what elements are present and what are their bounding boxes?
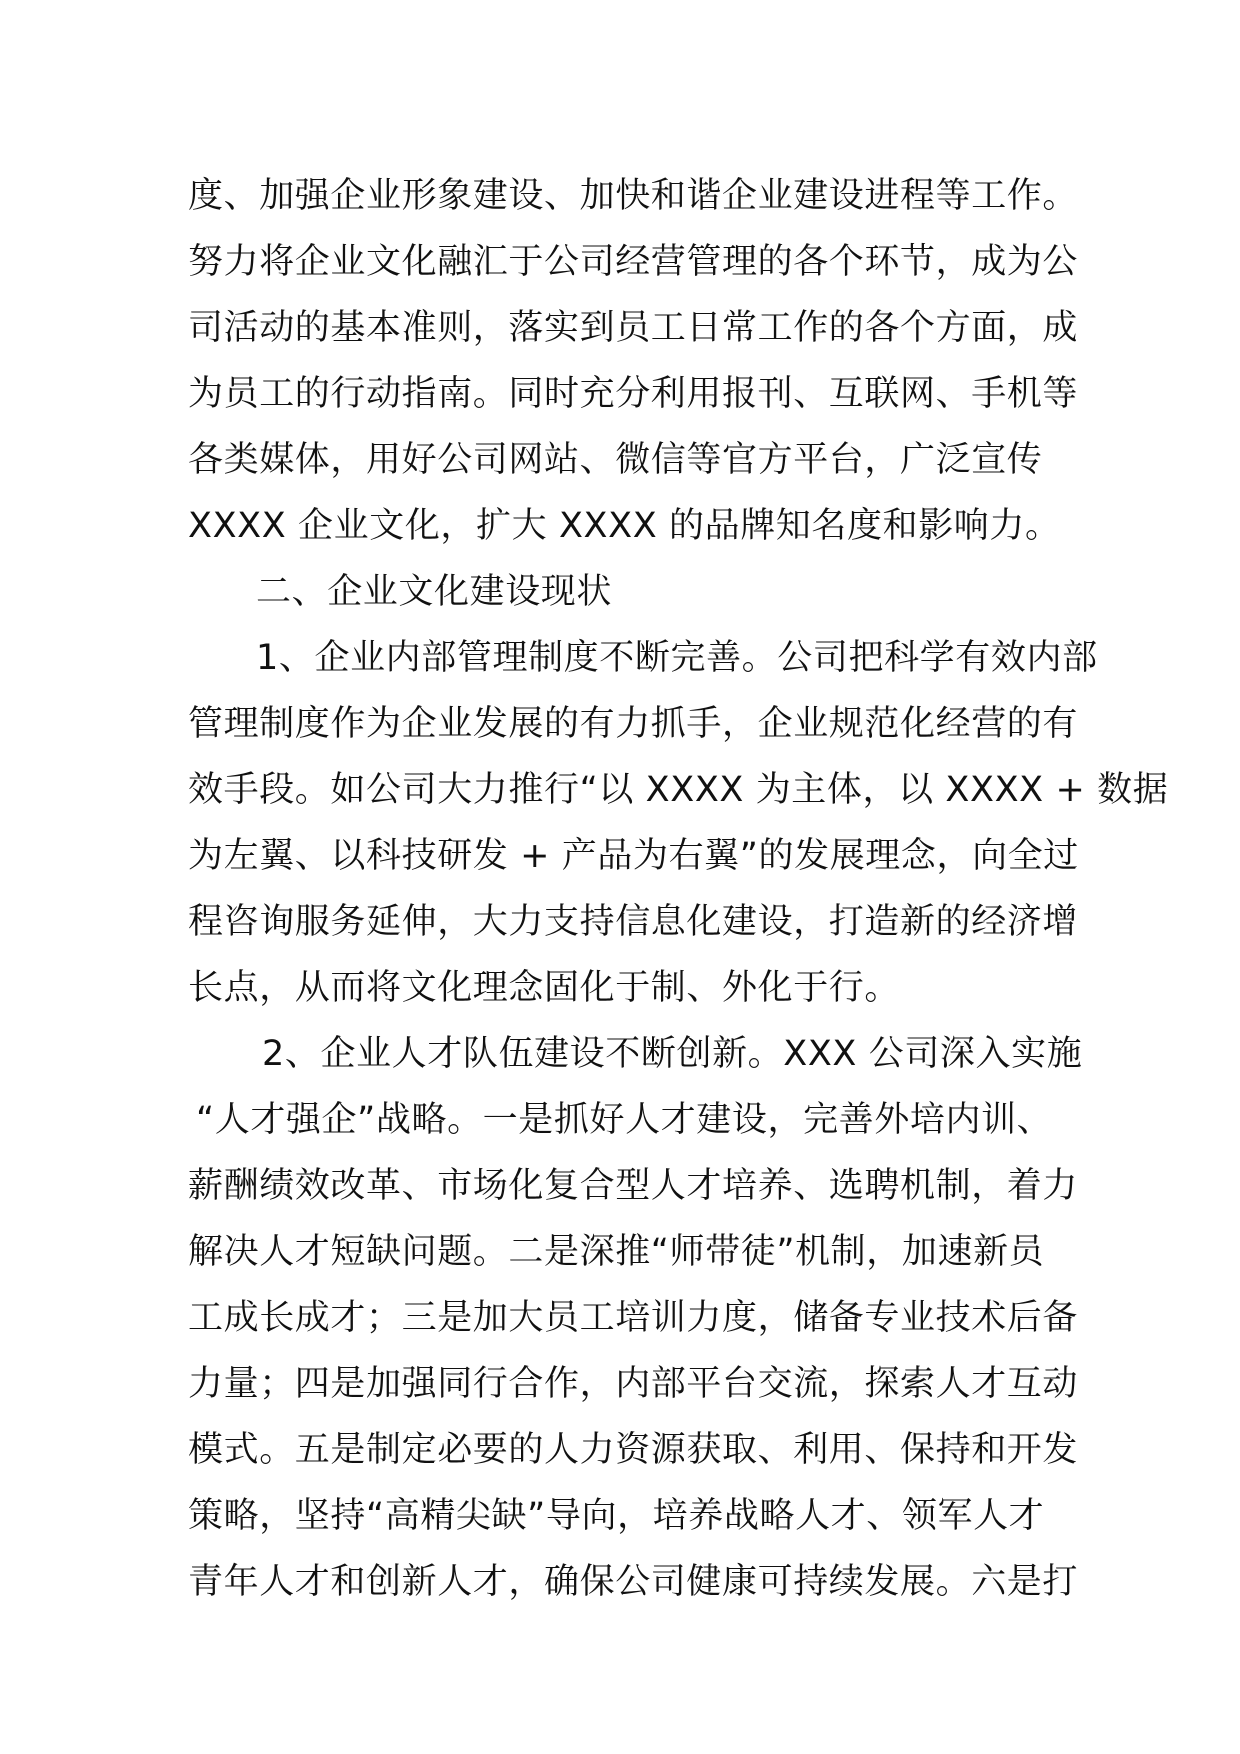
paragraph-2-line-8: 策略，坚持“高精尖缺”导向，培养战略人才、领军人才 xyxy=(188,1496,1045,1536)
paragraph-1-line-5: 程咨询服务延伸，大力支持信息化建设，打造新的经济增 xyxy=(188,902,1079,942)
paragraph-2-line-5: 工成长成才；三是加大员工培训力度，储备专业技术后备 xyxy=(188,1298,1079,1338)
paragraph-1-line-2: 管理制度作为企业发展的有力抓手，企业规范化经营的有 xyxy=(188,704,1079,744)
text-line-3: 司活动的基本准则，落实到员工日常工作的各个方面，成 xyxy=(188,308,1079,348)
paragraph-2-line-2: “人才强企”战略。一是抓好人才建设，完善外培内训、 xyxy=(196,1100,1053,1140)
paragraph-2-line-7: 模式。五是制定必要的人力资源获取、利用、保持和开发 xyxy=(188,1430,1079,1470)
paragraph-1-line-4: 为左翼、以科技研发 + 产品为右翼”的发展理念，向全过 xyxy=(188,836,1079,876)
text-line-5: 各类媒体，用好公司网站、微信等官方平台，广泛宣传 xyxy=(188,440,1043,480)
paragraph-2-line-3: 薪酬绩效改革、市场化复合型人才培养、选聘机制，着力 xyxy=(188,1166,1079,1206)
paragraph-1-line-3: 效手段。如公司大力推行“以 XXXX 为主体，以 XXXX + 数据 xyxy=(188,770,1169,810)
paragraph-1-line-1: 1、企业内部管理制度不断完善。公司把科学有效内部 xyxy=(256,638,1098,678)
text-line-4: 为员工的行动指南。同时充分利用报刊、互联网、手机等 xyxy=(188,374,1079,414)
paragraph-2-line-6: 力量；四是加强同行合作，内部平台交流，探索人才互动 xyxy=(188,1364,1079,1404)
text-line-6: XXXX 企业文化，扩大 XXXX 的品牌知名度和影响力。 xyxy=(188,506,1061,546)
paragraph-2-line-9: 青年人才和创新人才，确保公司健康可持续发展。六是打 xyxy=(188,1562,1079,1602)
paragraph-2-line-4: 解决人才短缺问题。二是深推“师带徒”机制，加速新员 xyxy=(188,1232,1045,1272)
paragraph-2-line-1: 2、企业人才队伍建设不断创新。XXX 公司深入实施 xyxy=(262,1034,1083,1074)
paragraph-1-line-6: 长点，从而将文化理念固化于制、外化于行。 xyxy=(188,968,901,1008)
text-line-2: 努力将企业文化融汇于公司经营管理的各个环节，成为公 xyxy=(188,242,1079,282)
text-line-1: 度、加强企业形象建设、加快和谐企业建设进程等工作。 xyxy=(188,176,1079,216)
section-heading: 二、企业文化建设现状 xyxy=(256,572,613,612)
